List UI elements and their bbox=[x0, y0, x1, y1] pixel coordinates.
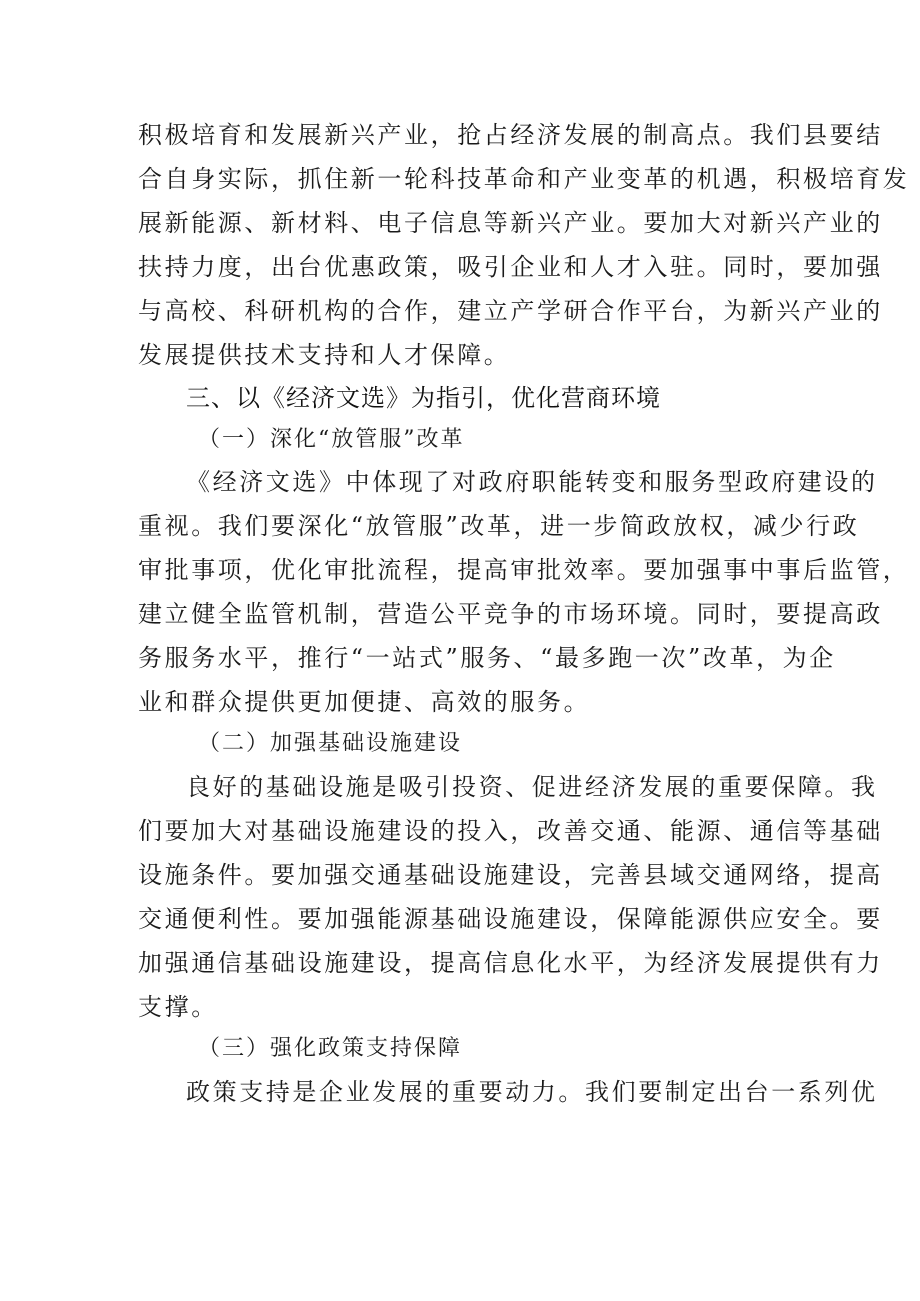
paragraph-line: 交通便利性。要加强能源基础设施建设，保障能源供应安全。要 bbox=[138, 905, 883, 933]
paragraph-line: 展新能源、新材料、电子信息等新兴产业。要加大对新兴产业的 bbox=[138, 209, 883, 237]
subsection-heading: （二）加强基础设施建设 bbox=[198, 731, 463, 756]
paragraph-line: 务服务水平，推行“一站式”服务、“最多跑一次”改革，为企 bbox=[138, 644, 836, 672]
paragraph-line: 重视。我们要深化“放管服”改革，进一步简政放权，减少行政 bbox=[138, 512, 860, 540]
paragraph-line: 们要加大对基础设施建设的投入，改善交通、能源、通信等基础 bbox=[138, 817, 883, 845]
subsection-heading: （一）深化“放管服”改革 bbox=[198, 427, 465, 452]
paragraph-line: 业和群众提供更加便捷、高效的服务。 bbox=[138, 688, 591, 716]
paragraph-line: 良好的基础设施是吸引投资、促进经济发展的重要保障。我 bbox=[186, 773, 878, 801]
paragraph-line: 《经济文选》中体现了对政府职能转变和服务型政府建设的 bbox=[186, 468, 878, 496]
paragraph-line: 政策支持是企业发展的重要动力。我们要制定出台一系列优 bbox=[186, 1078, 878, 1106]
paragraph-line: 加强通信基础设施建设，提高信息化水平，为经济发展提供有力 bbox=[138, 949, 883, 977]
paragraph-line: 合自身实际，抓住新一轮科技革命和产业变革的机遇，积极培育发 bbox=[138, 165, 910, 193]
paragraph-line: 支撑。 bbox=[138, 993, 218, 1021]
paragraph-line: 与高校、科研机构的合作，建立产学研合作平台，为新兴产业的 bbox=[138, 297, 883, 325]
section-heading: 三、以《经济文选》为指引，优化营商环境 bbox=[186, 384, 661, 412]
subsection-heading: （三）强化政策支持保障 bbox=[198, 1036, 463, 1061]
paragraph-line: 设施条件。要加强交通基础设施建设，完善县域交通网络，提高 bbox=[138, 861, 883, 889]
paragraph-line: 建立健全监管机制，营造公平竞争的市场环境。同时，要提高政 bbox=[138, 600, 883, 628]
paragraph-line: 审批事项，优化审批流程，提高审批效率。要加强事中事后监管， bbox=[138, 556, 910, 584]
paragraph-line: 积极培育和发展新兴产业，抢占经济发展的制高点。我们县要结 bbox=[138, 121, 883, 149]
paragraph-line: 发展提供技术支持和人才保障。 bbox=[138, 341, 511, 369]
paragraph-line: 扶持力度，出台优惠政策，吸引企业和人才入驻。同时，要加强 bbox=[138, 253, 883, 281]
